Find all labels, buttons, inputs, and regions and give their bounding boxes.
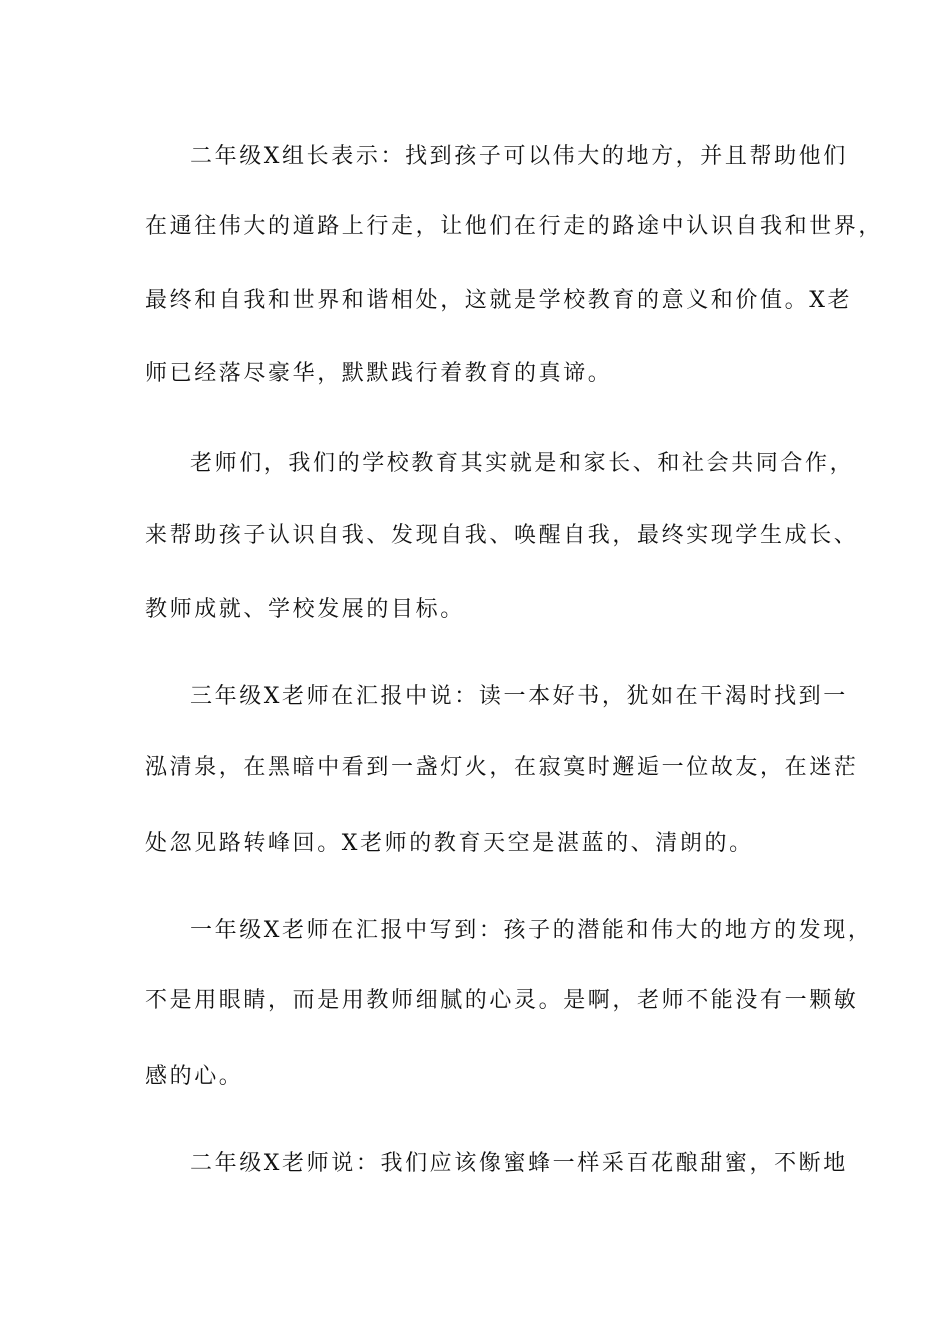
paragraph-3-line-3: 处忽见路转峰回。X老师的教育天空是湛蓝的、清朗的。 [145, 831, 754, 856]
paragraph-1-line-2: 在通往伟大的道路上行走，让他们在行走的路途中认识自我和世界， [145, 214, 884, 239]
paragraph-1-line-3: 最终和自我和世界和谐相处，这就是学校教育的意义和价值。X老 [145, 288, 853, 313]
paragraph-4-line-1: 一年级X老师在汇报中写到：孩子的潜能和伟大的地方的发现， [190, 918, 873, 943]
paragraph-3-line-1: 三年级X老师在汇报中说：读一本好书，犹如在干渴时找到一 [190, 684, 848, 709]
paragraph-2-line-1: 老师们，我们的学校教育其实就是和家长、和社会共同合作， [190, 451, 855, 476]
paragraph-2-line-3: 教师成就、学校发展的目标。 [145, 597, 465, 622]
paragraph-4-line-2: 不是用眼睛，而是用教师细腻的心灵。是啊，老师不能没有一颗敏 [145, 988, 859, 1013]
paragraph-4-line-3: 感的心。 [145, 1064, 244, 1089]
paragraph-3-line-2: 泓清泉，在黑暗中看到一盏灯火，在寂寞时邂逅一位故友，在迷茫 [145, 755, 859, 780]
paragraph-5-line-1: 二年级X老师说：我们应该像蜜蜂一样采百花酿甜蜜，不断地 [190, 1151, 848, 1176]
paragraph-1-line-1: 二年级X组长表示：找到孩子可以伟大的地方，并且帮助他们 [190, 144, 848, 169]
paragraph-1-line-4: 师已经落尽豪华，默默践行着教育的真谛。 [145, 361, 613, 386]
paragraph-2-line-2: 来帮助孩子认识自我、发现自我、唤醒自我，最终实现学生成长、 [145, 523, 859, 548]
